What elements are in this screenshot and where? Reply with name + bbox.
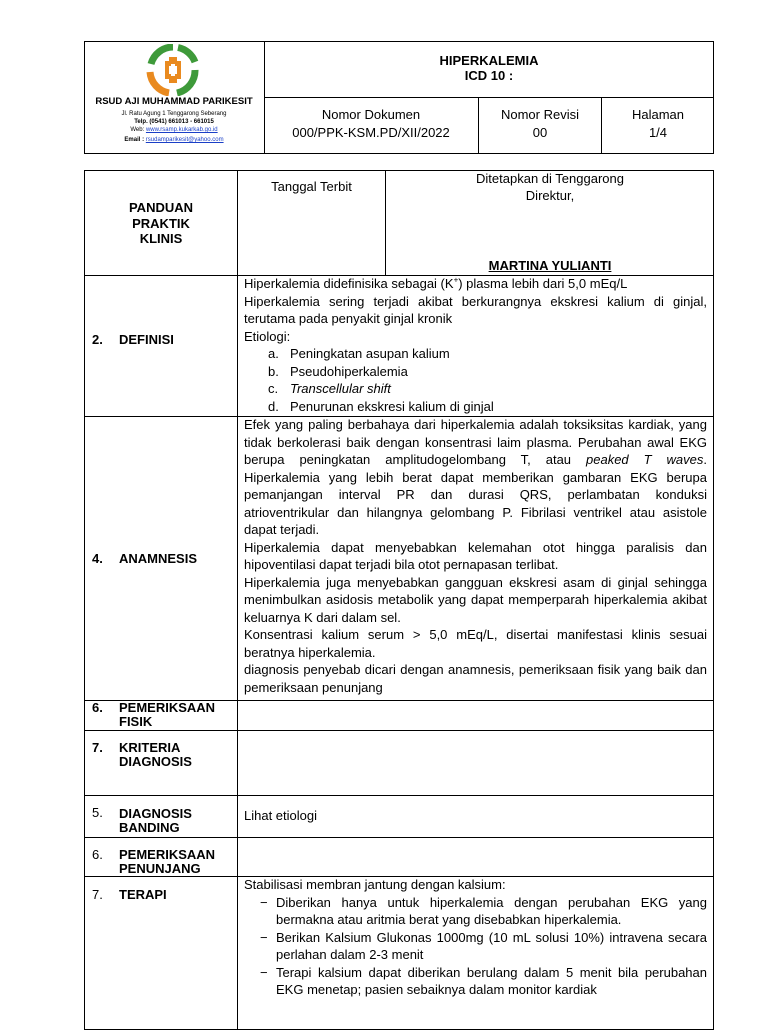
web-link[interactable]: www.rsamp.kukarkab.go.id xyxy=(145,127,218,133)
section-number-anamnesis: 4. xyxy=(92,551,103,566)
section-label-kriteria: KRITERIA DIAGNOSIS xyxy=(119,740,192,769)
anamnesis-paragraph-5: diagnosis penyebab dicari dengan anamnesis, pemeriksaan fisik yang baik dan pemeriksaan penunjang xyxy=(244,662,707,695)
list-item: b. Pseudohiperkalemia xyxy=(268,363,408,379)
section-label-definisi: DEFINISI xyxy=(119,332,174,347)
panduan-line-1: PANDUAN xyxy=(128,200,194,215)
hospital-name: RSUD AJI MUHAMMAD PARIKESIT xyxy=(95,96,253,107)
section-label-pemeriksaan-fisik: PEMERIKSAAN FISIK xyxy=(119,700,216,729)
page-value: 1/4 xyxy=(648,125,668,140)
hospital-email xyxy=(86,136,262,144)
doc-number-label: Nomor Dokumen xyxy=(321,107,421,122)
doc-number-value: 000/PPK-KSM.PD/XII/2022 xyxy=(292,125,450,140)
section-label-anamnesis: ANAMNESIS xyxy=(119,551,198,566)
director-name: MARTINA YULIANTI xyxy=(488,258,612,273)
hospital-address: Jl. Ratu Agung 1 Tenggarong Seberang xyxy=(121,111,227,117)
icd-code: ICD 10 : xyxy=(464,68,514,83)
terapi-intro: Stabilisasi membran jantung dengan kalsium: xyxy=(244,877,506,892)
revision-label: Nomor Revisi xyxy=(500,107,579,122)
etiologi-heading: Etiologi: xyxy=(244,328,291,344)
ditetapkan-label: Ditetapkan di Tenggarong xyxy=(476,171,624,186)
list-item: d. Penurunan ekskresi kalium di ginjal xyxy=(268,398,494,414)
section-label-diagnosis-banding: DIAGNOSIS BANDING xyxy=(119,806,192,835)
terapi-content xyxy=(244,876,707,999)
row-border xyxy=(84,730,714,731)
list-item: a. Peningkatan asupan kalium xyxy=(268,346,450,361)
list-item: c. Transcellular shift xyxy=(268,381,391,396)
section-number-kriteria: 7. xyxy=(92,740,103,755)
section-label-penunjang: PEMERIKSAAN PENUNJANG xyxy=(119,847,216,876)
column-divider xyxy=(237,170,238,1030)
anamnesis-paragraph-3: Hiperkalemia juga menyebabkan gangguan ekskresi asam di ginjal sehingga menimbulkan asidosis metabolik yang dapat memperparah hiperkalemia akibat keluarnya K dari dalam sel. xyxy=(244,574,707,625)
hospital-web xyxy=(86,126,262,134)
direktur-label: Direktur, xyxy=(525,188,575,203)
list-item: − Terapi kalsium dapat diberikan berulang dalam 5 menit bila perubahan EKG menetap; pasien sebaiknya dalam monitor kardiak xyxy=(260,964,707,997)
email-label: Email : xyxy=(124,137,145,143)
panduan-line-3: KLINIS xyxy=(139,231,183,246)
anamnesis-paragraph-1: Efek yang paling berbahaya dari hiperkalemia adalah toksiksitas kardiak, yang tidak berkolerasi baik dengan konsentrasi laim plasma. Perubahan awal EKG berupa peningkatan amplitudogelombang T, atau peaked T waves. Hiperkalemia yang lebih berat dapat memberikan gambaran EKG berupa pemanjangan interval PR dan durasi QRS, perlambatan konduksi atrioventrikular dan hilangnya gelombang P. Fibrilasi ventrikel atau asistole dapat terjadi. xyxy=(244,417,707,537)
header-divider-horizontal xyxy=(264,97,714,98)
web-label: Web: xyxy=(130,127,145,133)
definisi-content xyxy=(244,275,707,415)
section-number-penunjang: 6. xyxy=(92,847,103,862)
email-link[interactable]: rsudamparikesit@yahoo.com xyxy=(145,137,224,143)
row-border xyxy=(84,837,714,838)
panduan-label xyxy=(85,201,237,246)
definisi-paragraph-1: Hiperkalemia didefinisika sebagai (K+) plasma lebih dari 5,0 mEq/L xyxy=(244,275,628,291)
panduan-line-2: PRAKTIK xyxy=(132,215,190,231)
anamnesis-content xyxy=(244,416,707,696)
page-label: Halaman xyxy=(631,107,685,122)
anamnesis-paragraph-4: Konsentrasi kalium serum > 5,0 mEq/L, disertai manifestasi klinis sesuai beratnya hiperkalemia. xyxy=(244,627,707,660)
anamnesis-paragraph-2: Hiperkalemia dapat menyebabkan kelemahan otot hingga paralisis dan hipoventilasi dapat terjadi bila otot pernapasan terlibat. xyxy=(244,539,707,572)
section-number-terapi: 7. xyxy=(92,887,103,902)
section-number-diagnosis-banding: 5. xyxy=(92,805,103,820)
list-item: − Diberikan hanya untuk hiperkalemia dengan perubahan EKG yang bermakna atau aritmia berat yang disebabkan hiperkalemia. xyxy=(260,894,707,927)
doc-title: HIPERKALEMIA xyxy=(439,53,539,68)
revision-value: 00 xyxy=(532,125,548,140)
tanggal-terbit-label: Tanggal Terbit xyxy=(271,179,352,194)
etiologi-list xyxy=(244,345,707,415)
definisi-paragraph-2: Hiperkalemia sering terjadi akibat berkurangnya ekskresi kalium di ginjal, terutama pada penyakit ginjal kronik xyxy=(244,293,707,326)
diagnosis-banding-content: Lihat etiologi xyxy=(244,808,317,823)
list-item: − Berikan Kalsium Glukonas 1000mg (10 mL solusi 10%) intravena secara perlahan dalam 2-3 menit xyxy=(260,929,707,962)
hospital-logo xyxy=(145,44,201,96)
terapi-list xyxy=(244,894,707,999)
section-label-terapi: TERAPI xyxy=(119,887,167,902)
section-number-definisi: 2. xyxy=(92,332,103,347)
row-border xyxy=(84,795,714,796)
hospital-phone: Telp. (0541) 661013 - 661015 xyxy=(134,119,214,125)
section-number-pemeriksaan-fisik: 6. xyxy=(92,700,103,715)
